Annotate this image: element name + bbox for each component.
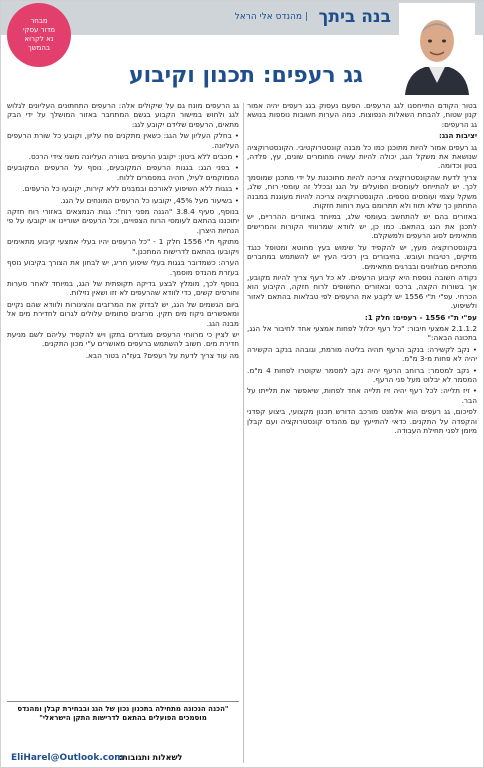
article-bullet: • בשיעור מעל 45%, יקובעו כל הרעפים המונחים על הגג.	[7, 196, 239, 205]
article-paragraph: גג רעפים אמור להיות מתוכנן כמו כל מבנה קונסטרוקטיבי. הקונסטרוקציה שנושאת את משקל הגג, יכולה להיות עשויה מחומרים שונים, עץ, פלדה, בטון וכדומה.	[247, 142, 477, 171]
article-paragraph: הערה: כשמדובר בגגות בעלי שיפוע חריג, יש לבחון את הצורך בקיבוע נוסף בעזרת מהנדס מוסמך.	[7, 258, 239, 277]
badge-line: בהמשך	[27, 44, 51, 52]
column-divider	[243, 103, 244, 763]
article-paragraph: בקונסטרוקציה מעץ, יש להקפיד על שימוש בעץ מחוטא ומטופל כנגד מזיקים, רטיבות ועובש. בחיבורים בין רכיבי העץ יש להשתמש במחברים מתכתיים מגולוונים ובברגים מתאימים.	[247, 242, 477, 271]
article-bullet: • מכבים ללא ביטון: יקובע הרעפים בשורה העליונה משני צידי הרכס.	[7, 152, 239, 161]
article-paragraph: 2.1.1.2 אמצעי חיבור: "כל רעף יכלול לפחות אמצעי אחד לחיבור אל הגג, בתכונה הבאה:"	[247, 323, 477, 343]
article-paragraph: לסיכום, גג רעפים הוא אלמנט מורכב הדורש תכנון מקצועי, ביצוע קפדני והקפדה על התקנים. כדאי להתייעץ עם מהנדס קונסטרוקציה ועם קבלן מיומן לפני תחילת העבודה.	[247, 407, 477, 435]
article-paragraph: בטור הקודם התייחסנו לגג הרעפים. הפעם נעסוק בגג רעפים יהיה אמור קנון שטוח, להבחת השאלות הנפוצות. כמה הערות חשובות נוספות בנושא גג הרעפים:	[247, 101, 477, 129]
article-paragraph: גג הרעפים מונח גם על שיקולים אלה: הרעפים התחתונים העליונים לגלוש לגג ולחוש במישור הקבוע בגשם המתחבר באזור המושלך על ידי הבק מתאים, הרעפים שלידם יקובע לגג:	[7, 101, 239, 129]
article-paragraph: יש לציין כי מרווחי הרעפים מוגדרים בתקן ויש להקפיד עליהם לשם מניעת חדירת מים. חשוב להשתמש ברעפים מאושרים ע"י מכון התקנים.	[7, 329, 239, 349]
pull-quote: "הכנה הנכונה מתחילה בתכנון נכון של הגג ובבחירת קבלן ומהנדס מוסמכים הפועלים בהתאם לדרישות התקן הישראלי"	[7, 701, 239, 751]
article-paragraph: באזורים בהם יש להתחשב בעומסי שלג, במיוחד באזורים ההרריים, יש לתכנן את הגג בהתאם. כמו כן, יש לוודא שמרווחי הקורות והמרישים מתאימים לסוג הרעפים ולמשקלם.	[247, 212, 477, 241]
author-portrait	[399, 3, 475, 95]
article-bullet: • בפני הגג: בגגות הרעפים המקובעים, נוסף על הרעפים המקובעים הממוקמים לעיל, תהיה במסמרים ללוח.	[7, 163, 239, 182]
author-name: מהנדס אלי הראל	[234, 12, 302, 22]
byline-separator: |	[304, 12, 308, 22]
article-subheading: עפ"י ת"י 1556 - רעפים: חלק 1:	[364, 312, 477, 322]
article-bullet: • נקב לקשירה: בנקב הרעף תהיה בליטה מורמת, וגובהה בנקב הקשירה יהיה לא פחות מ-3 מ"מ.	[247, 345, 477, 364]
article-paragraph: בנוסף, סעיף 3.8.4 "הגנה מפני רוח": גגות הנמצאים באזורי רוח חזקה יתוכננו בהתאם לעומסי הרוח הצפויים, וכל הרעפים ישוריינו או יקובעו על פי הנחיות היצרן.	[7, 207, 239, 235]
author-email: EliHarel@Outlook.com	[11, 753, 124, 763]
column-title: בנה ביתך	[318, 7, 391, 27]
article-paragraph: ביום הגשמים של הגג, יש לבדוק את המרזבים והצינורות ולוודא שהם נקיים ומאפשרים ניקוז מים תקין. מרזבים סתומים עלולים לגרום לחדירת מים אל מבנה הגג.	[7, 299, 239, 328]
author-byline	[235, 12, 311, 22]
badge-line: נא לקרוא	[24, 35, 54, 43]
article-subheading: יציבות הגג:	[439, 131, 477, 141]
article-paragraph: נקודה חשובה נוספת היא קיבוע הרעפים. לא כל רעף צריך להיות מקובע, אך בשורות הקצה, ברכס ובאזורים החשופים לרוח חזקה, הקיבוע הוא הכרחי. עפ"י ת"י 1556 יש לקבע את הרעפים לפי טבלאות בהתאם לאזור ולשיפוע.	[247, 272, 477, 311]
article-column-right	[247, 101, 477, 701]
article-paragraph: מתוקף ת"י 1556 חלק 1 - "כל הרעפים יהיו בעלי אמצעי קיבוע מתאימים ויקובעו בהתאם לדרישות המתכנן."	[7, 237, 239, 256]
badge-line: מדור עסקי	[22, 26, 56, 34]
article-headline: גג רעפים: תכנון וקיבוע	[128, 63, 363, 88]
article-paragraph: מה עוד צריך לדעת על רעפים? בעז"ה בטור הבא.	[85, 350, 239, 360]
article-bullet: • בגגות ללא השיפוע לאורכם ובמבנים ללא קירות, יקובעו כל הרעפים.	[7, 184, 239, 193]
promo-badge	[7, 3, 71, 67]
article-bullet: • זיז תלייה: לכל רעף יהיה זיז תלייה אחד לפחות, שיאפשר את תלייתו על הבר.	[247, 386, 477, 405]
contact-label: לשאלות ותגובות:	[119, 753, 183, 762]
article-paragraph: צריך לדעת שהקונסטרוקציה צריכה להיות מתוכננת על ידי מתכנן שמוסמך לכך. יש להתייחס לעומסים הפועלים על הגג ובכלל זה עומסי רוח, שלג, משקל עצמי ועומסים נוספים. הקונסטרוקציה צריכה להיות מעוגנת במבנה התחתון כך שלא תזוז ולא תתרומם בעת רוחות חזקות.	[247, 172, 477, 211]
article-bullet: • נקב למסמר: ברוחב הרעף יהיה נקב למסמר שקוטרו לפחות 4 מ"מ. המסמר לא יבלוט מעל פני הרעף.	[247, 366, 477, 385]
article-bullet: • בחלק העליון של הגג: כשאין מתקנים פח עליון, וקובע כל שורת הרעפים העליונה.	[7, 131, 239, 150]
article-paragraph: בנוסף לכך, מומלץ לבצע בדיקה תקופתית של הגג, במיוחד לאחר סערות וחורפים קשים, כדי לוודא שהרעפים לא זזו ושאין נזילות.	[7, 278, 239, 298]
badge-line: מבחר	[30, 17, 48, 25]
article-column-left	[7, 101, 239, 701]
